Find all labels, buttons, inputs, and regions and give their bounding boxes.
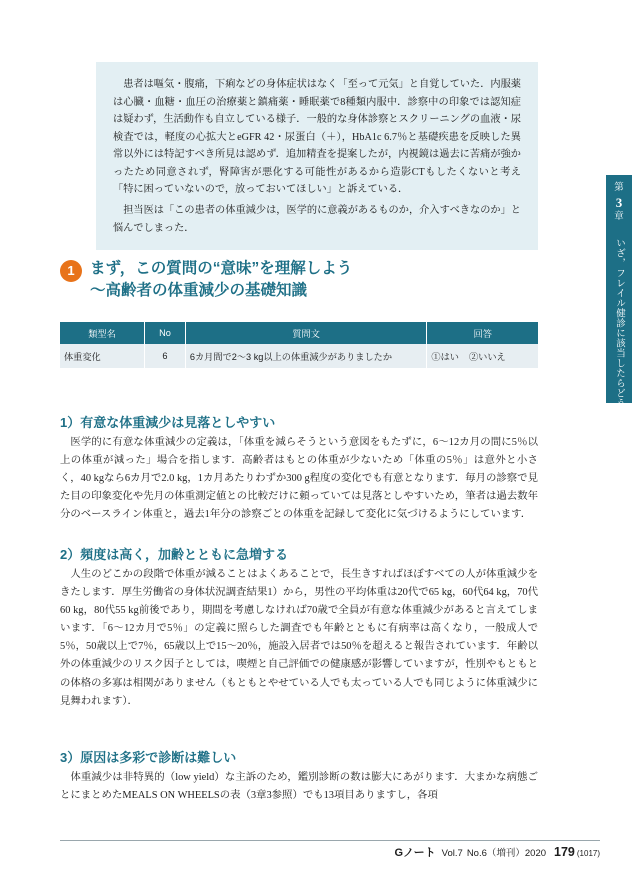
paragraph-text: 体重減少は非特異的（low yield）な主訴のため，鑑別診断の数は膨大にあがります．大まかな病態ごとにまとめたMEALS ON WHEELSの表（3章3参照）でも13項目ありますし，各項 xyxy=(60,772,538,802)
footer-brand: Gノート xyxy=(394,847,436,859)
answer-option-no: ②いいえ xyxy=(468,352,506,362)
column-header-no: No xyxy=(145,322,186,344)
cell-no: 6 xyxy=(145,344,186,369)
page-number-sub: (1017) xyxy=(576,849,600,858)
chapter-marker xyxy=(606,183,632,223)
paragraph-text: 人生のどこかの段階で体重が減ることはよくあることで，長生きすればほぼすべての人が体重減少をきたします．厚生労働省の身体状況調査結果1）から，男性の平均体重は20代で65 kg，60代64 kg，70代60 kg，80代55 kg前後であり，期間を考慮しなければ70歳で全員が有意な体重減少があると言えてしまいます．「6〜12カ月で5％」の定義に照らした調査でも年齢とともに有病率は高くなり，一般成人で5％，50歳以上で7％，65歳以上で15〜20％，施設入居者では50％を超えると報告されています．年齢以外の体重減少のリスク因子としては，喫煙と自己評価での健康感が影響していますが，性別やもともとの体格の多寡は相関がありません（もともとやせている人でも太っている人でも同じように体重減少に見舞われます）． xyxy=(60,569,538,707)
chapter-side-tab xyxy=(606,175,632,438)
subsection-heading-3: 3）原因は多彩で診断は難しい xyxy=(60,750,237,765)
footer-issue: No.6（増刊）2020 xyxy=(466,848,547,859)
case-paragraph: 担当医は「この患者の体重減少は，医学的に意義があるものか，介入すべきなのか」と悩んでしまった． xyxy=(113,205,521,234)
case-presentation-box xyxy=(96,62,538,250)
table-row xyxy=(60,344,538,369)
subsection-heading-2: 2）頻度は高く，加齢とともに急増する xyxy=(60,547,288,562)
section-title-line2: 〜高齢者の体重減少の基礎知識 xyxy=(90,282,308,300)
answer-option-yes: ①はい xyxy=(431,352,459,362)
cell-answer xyxy=(427,344,538,369)
section-number-badge: 1 xyxy=(60,260,82,282)
section-title-line1: まず，この質問の“意味”を理解しよう xyxy=(90,260,353,277)
page-number: 179 xyxy=(554,845,575,859)
footer-volume: Vol.7 xyxy=(441,848,463,859)
column-header-type: 類型名 xyxy=(60,322,145,344)
cell-type: 体重変化 xyxy=(60,344,145,369)
question-table xyxy=(60,322,538,369)
footer-info xyxy=(394,844,600,860)
column-header-answer: 回答 xyxy=(427,322,538,344)
subsection-body-2 xyxy=(60,566,538,711)
page-footer xyxy=(60,840,600,860)
chapter-label-bottom: 章 xyxy=(614,211,624,222)
section-heading xyxy=(60,258,540,303)
subsection-body-3 xyxy=(60,769,538,805)
table-header-row xyxy=(60,322,538,344)
case-paragraph: 患者は嘔気・腹痛，下痢などの身体症状はなく「至って元気」と自覚していた．内服薬は心臓・血糖・血圧の治療薬と鎮痛薬・睡眠薬で8種類内服中．診察中の印象では認知症は疑わず，生活動作も自立している様子．一般的な身体診察とスクリーニングの血液・尿検査では，軽度の心拡大とeGFR 42・尿蛋白（＋），HbA1c 6.7％と基礎疾患を反映した異常以外には特記すべき所見は認めず．追加精査を提案したが，内視鏡は過去に苦痛が強かったため同意されず，腎障害が悪化する可能性があるから造影CTもしたくないと考え「特に困っていないので，放っておいてほしい」と訴えている． xyxy=(113,79,521,196)
chapter-number: 3 xyxy=(615,195,623,211)
chapter-title-vertical: いざ，フレイル健診に該当したらどうするか xyxy=(614,238,624,438)
cell-question: 6カ月間で2〜3 kg以上の体重減少がありましたか xyxy=(185,344,427,369)
subsection-heading-1: 1）有意な体重減少は見落としやすい xyxy=(60,415,276,430)
column-header-question: 質問文 xyxy=(185,322,427,344)
chapter-label-top: 第 xyxy=(614,183,624,193)
footer-divider xyxy=(60,840,600,841)
subsection-body-1 xyxy=(60,434,538,524)
paragraph-text: 医学的に有意な体重減少の定義は，「体重を減らそうという意図をもたずに，6〜12カ月の間に5％以上の体重が減った」場合を指します．高齢者はもとの体重が少ないため「体重の5％」は意外と小さく，40 kgなら6カ月で2.0 kg，1カ月あたりわずか300 g程度の変化でも有意となります．毎月の診察で見た目の印象変化や先月の体重測定値との比較だけに頼っていては見落としやすいため，筆者は過去数年分のベースライン体重と，過去1年分の診察ごとの体重を記録して変化に気づけるようにしています． xyxy=(60,437,538,521)
